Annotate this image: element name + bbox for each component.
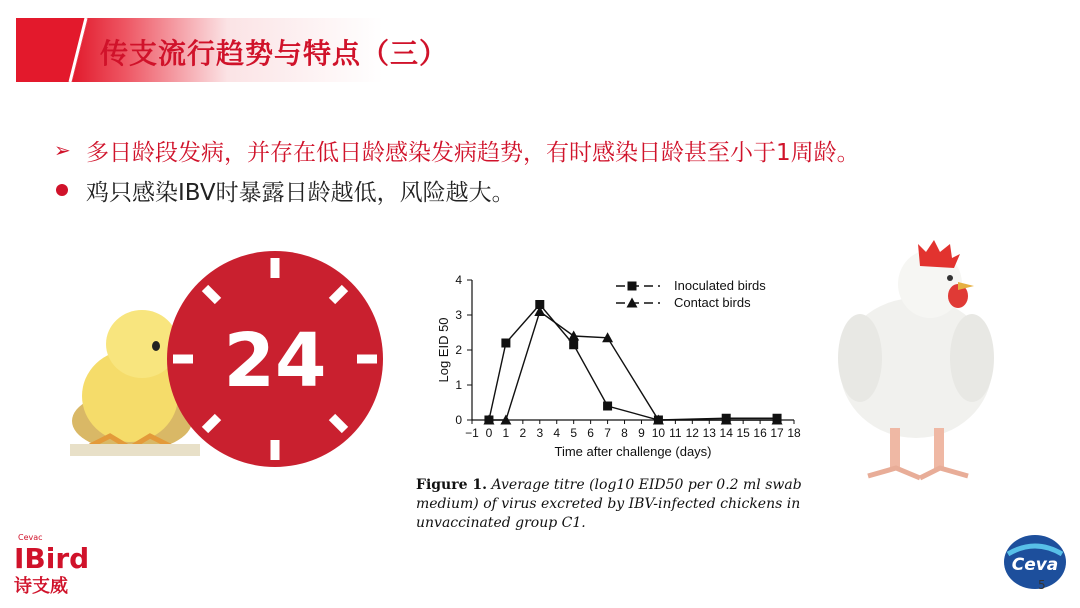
legend-label-1: Inoculated birds — [674, 278, 766, 293]
x-tick-label: 4 — [553, 426, 561, 440]
data-point-series-1 — [603, 402, 612, 411]
logo-brand-text: IBird — [14, 542, 90, 575]
ibird-logo — [14, 530, 124, 598]
x-tick-label: 18 — [787, 426, 801, 440]
x-tick-label: 5 — [570, 426, 578, 440]
y-tick-label: 0 — [455, 413, 462, 427]
page-number: 5 — [1038, 578, 1046, 592]
bullet-item-1 — [54, 130, 860, 170]
x-tick-label: 9 — [638, 426, 645, 440]
y-axis-label: Log EID 50 — [436, 317, 451, 383]
x-tick-label: −1 — [465, 426, 479, 440]
arrow-bullet-icon: ➢ — [54, 138, 71, 162]
x-axis-label: Time after challenge (days) — [554, 444, 712, 459]
data-point-series-1 — [501, 339, 510, 348]
bullet-text-1: 多日龄段发病，并存在低日龄感染发病趋势，有时感染日龄甚至小于1周龄。 — [86, 139, 860, 166]
x-tick-label: 6 — [587, 426, 594, 440]
x-tick-label: 12 — [685, 426, 699, 440]
x-tick-label: 3 — [536, 426, 544, 440]
clock-number: 24 — [223, 318, 327, 404]
legend-label-2: Contact birds — [674, 295, 751, 310]
x-tick-label: 15 — [736, 426, 750, 440]
bullet-text-2: 鸡只感染IBV时暴露日龄越低，风险越大。 — [86, 179, 515, 206]
legend-marker-1 — [628, 282, 637, 291]
x-tick-label: 13 — [702, 426, 716, 440]
logo-chinese-text: 诗支威 — [14, 576, 68, 597]
caption-text: Average titre (log10 EID50 per 0.2 ml swab medium) of virus excreted by IBV-infected chickens in unvaccinated group C1. — [416, 477, 802, 531]
bullet-list — [54, 130, 860, 210]
data-point-series-1 — [569, 340, 578, 349]
dot-bullet-icon — [56, 184, 68, 196]
line-chart — [410, 262, 820, 472]
bullet-item-2 — [54, 170, 860, 210]
x-tick-label: 0 — [485, 426, 493, 440]
x-tick-label: 11 — [669, 426, 682, 440]
hen-image — [820, 238, 1020, 486]
x-tick-label: 10 — [651, 426, 666, 440]
x-tick-label: 16 — [753, 426, 767, 440]
y-tick-label: 1 — [455, 378, 462, 392]
y-tick-label: 4 — [455, 273, 462, 287]
clock-24-icon — [165, 248, 385, 470]
x-tick-label: 14 — [719, 426, 733, 440]
series-line-1 — [489, 305, 777, 421]
ceva-logo — [1002, 532, 1068, 592]
y-tick-label: 2 — [455, 343, 462, 357]
x-tick-label: 1 — [502, 426, 510, 440]
ceva-logo-text: Ceva — [1011, 555, 1059, 575]
x-tick-label: 8 — [621, 426, 628, 440]
x-tick-label: 17 — [770, 426, 784, 440]
figure-caption — [416, 476, 816, 533]
page-title: 传支流行趋势与特点（三） — [100, 37, 449, 70]
x-tick-label: 7 — [604, 426, 611, 440]
series-line-2 — [489, 312, 777, 421]
y-tick-label: 3 — [455, 308, 462, 322]
logo-small-text: Cevac — [18, 533, 43, 542]
caption-label: Figure 1. — [416, 477, 487, 493]
x-tick-label: 2 — [519, 426, 527, 440]
